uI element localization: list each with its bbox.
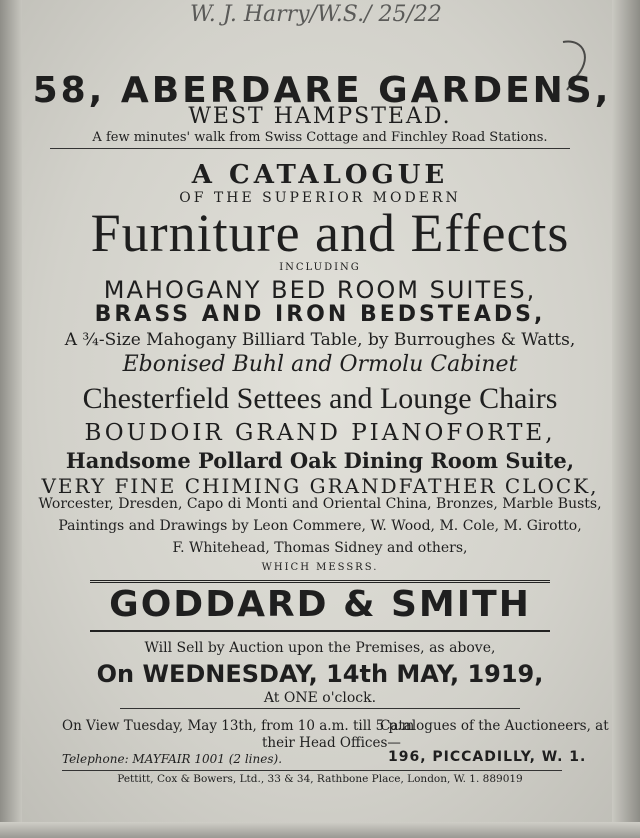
- item-brass-bedsteads: BRASS AND IRON BEDSTEADS,: [94, 302, 546, 327]
- rule-top: [50, 148, 570, 149]
- item-mahogany-suites: MAHOGANY BED ROOM SUITES,: [103, 276, 537, 304]
- page-edge-bottom: [0, 822, 640, 838]
- item-dining-suite: Handsome Pollard Oak Dining Room Suite,: [65, 448, 575, 473]
- item-buhl-cabinet: Ebonised Buhl and Ormolu Cabinet: [122, 352, 518, 377]
- catalogue-subheading: OF THE SUPERIOR MODERN: [179, 190, 461, 206]
- address-line1: 58, ABERDARE GARDENS,: [32, 70, 612, 111]
- handwritten-annotation: W. J. Harry/W.S./ 25/22: [190, 2, 442, 27]
- rule-above-auctioneer: [90, 580, 550, 583]
- item-billiard-table: A ¾-Size Mahogany Billiard Table, by Burroughes & Watts,: [64, 330, 576, 350]
- printer-imprint: Pettitt, Cox & Bowers, Ltd., 33 & 34, Rathbone Place, London, W. 1. 889019: [117, 773, 523, 785]
- which-messrs: WHICH MESSRS.: [261, 562, 379, 573]
- address-line2: WEST HAMPSTEAD.: [188, 104, 452, 129]
- item-grandfather-clock: VERY FINE CHIMING GRANDFATHER CLOCK,: [41, 474, 599, 498]
- office-address: 196, PICCADILLY, W. 1.: [388, 749, 587, 765]
- item-chesterfield: Chesterfield Settees and Lounge Chairs: [82, 382, 558, 415]
- item-boudoir-piano: BOUDOIR GRAND PIANOFORTE,: [84, 420, 556, 446]
- catalogue-heading: A CATALOGUE: [191, 160, 449, 190]
- will-sell: Will Sell by Auction upon the Premises, as above,: [144, 640, 496, 656]
- item-paintings: Paintings and Drawings by Leon Commere, W. Wood, M. Cole, M. Girotto,: [58, 518, 582, 534]
- item-artists: F. Whitehead, Thomas Sidney and others,: [172, 540, 468, 556]
- item-china-busts: Worcester, Dresden, Capo di Monti and Oriental China, Bronzes, Marble Busts,: [38, 496, 602, 512]
- sale-time: At ONE o'clock.: [263, 690, 377, 706]
- on-view: On View Tuesday, May 13th, from 10 a.m. till 5 p.m: [62, 718, 415, 734]
- rule-below-auctioneer: [90, 630, 550, 632]
- head-offices: their Head Offices—: [262, 735, 401, 751]
- including-label: INCLUDING: [279, 262, 361, 273]
- telephone: Telephone: MAYFAIR 1001 (2 lines).: [62, 752, 283, 766]
- rule-above-view: [120, 708, 520, 709]
- auctioneer-name: GODDARD & SMITH: [109, 584, 531, 625]
- catalogue-title: Furniture and Effects: [90, 203, 570, 263]
- sale-date: On WEDNESDAY, 14th MAY, 1919,: [96, 660, 544, 688]
- address-line3: A few minutes' walk from Swiss Cottage and Finchley Road Stations.: [92, 130, 548, 145]
- rule-above-printer: [62, 770, 562, 771]
- catalogues-note: Catalogues of the Auctioneers, at: [380, 718, 609, 734]
